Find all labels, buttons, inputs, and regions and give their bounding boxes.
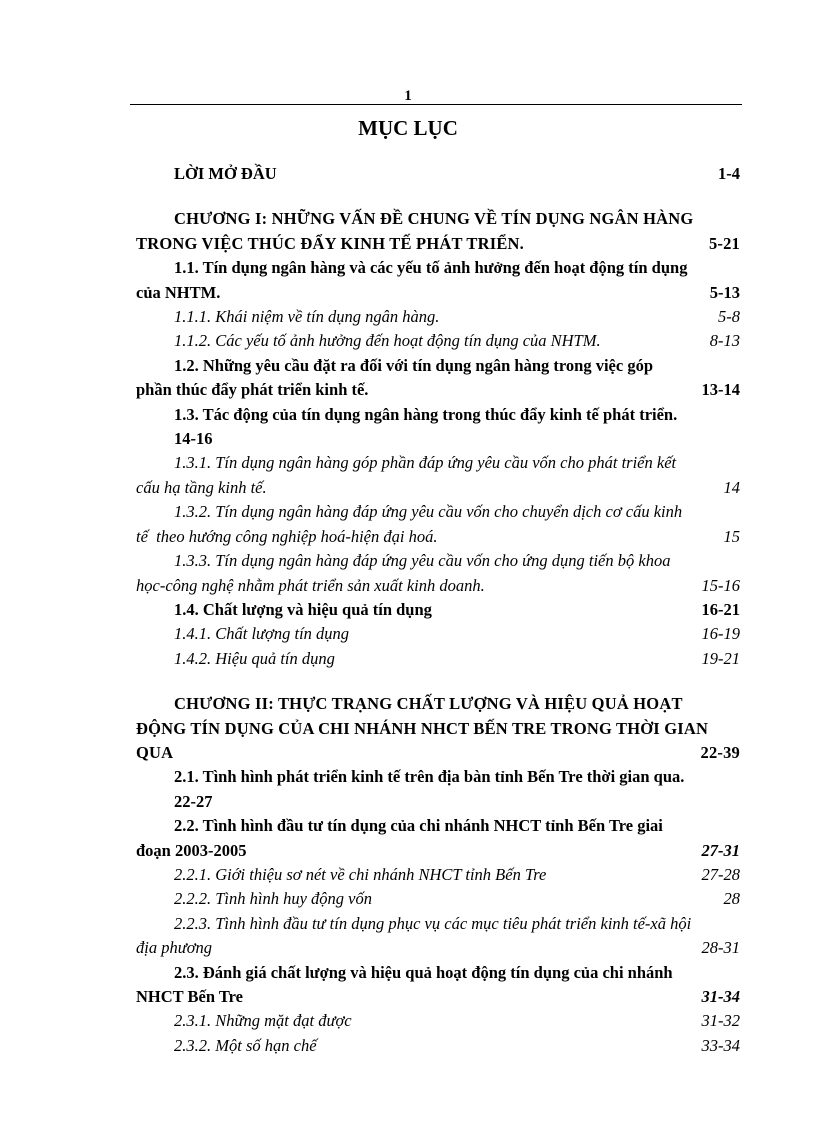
toc-entry-pages: 5-13 xyxy=(709,282,740,302)
toc-entry-pages: 13-14 xyxy=(701,380,740,400)
toc-entry-text: TRONG VIỆC THÚC ĐẨY KINH TẾ PHÁT TRIỂN. xyxy=(136,233,524,253)
toc-entry-pages: 28 xyxy=(723,889,740,909)
toc-subsection-1-4-1 xyxy=(136,622,740,646)
toc-entry-text: địa phương xyxy=(136,938,213,958)
toc-entry-pages: 31-34 xyxy=(701,987,740,1006)
toc-entry-text: 1.1.1. Khái niệm về tín dụng ngân hàng. xyxy=(174,307,440,327)
toc-entry-pages: 14-16 xyxy=(174,429,213,449)
toc-section-1-1 xyxy=(136,256,740,305)
toc-entry-pages: 8-13 xyxy=(709,331,740,351)
page-title: MỤC LỤC xyxy=(358,116,458,140)
toc-entry-pages: 14 xyxy=(723,477,740,497)
toc-entry-text: 2.2.3. Tình hình đầu tư tín dụng phục vụ các mục tiêu phát triển kinh tế-xã hội xyxy=(174,913,692,933)
toc-section-2-3 xyxy=(136,961,740,1010)
toc-entry-text: 1.4.2. Hiệu quả tín dụng xyxy=(174,648,335,668)
toc-entry-pages: 5-8 xyxy=(718,307,740,327)
toc-section-2-2 xyxy=(136,814,740,863)
toc-subsection-2-3-2 xyxy=(136,1034,740,1058)
toc-subsection-1-4-2 xyxy=(136,647,740,671)
toc-subsection-1-3-1 xyxy=(136,451,740,500)
toc-entry-text: tế theo hướng công nghiệp hoá-hiện đại hoá. xyxy=(136,526,438,546)
toc-entry-text: 1.3.1. Tín dụng ngân hàng góp phần đáp ứng yêu cầu vốn cho phát triển kết xyxy=(174,453,677,473)
toc-entry-pages: 31-32 xyxy=(701,1011,740,1031)
toc-subsection-1-3-2 xyxy=(136,500,740,549)
toc-line xyxy=(136,207,740,231)
toc-entry-pages: 5-21 xyxy=(708,233,740,253)
toc-entry-text: CHƯƠNG II: THỰC TRẠNG CHẤT LƯỢNG VÀ HIỆU QUẢ HOẠT xyxy=(174,694,683,714)
toc-section-1-2 xyxy=(136,354,740,403)
toc-entry-text: đoạn 2003-2005 xyxy=(136,840,247,860)
page-number: 1 xyxy=(404,88,412,104)
header-rule xyxy=(130,104,742,105)
toc-subsection-2-3-1 xyxy=(136,1009,740,1033)
toc-entry-text: 2.3. Đánh giá chất lượng và hiệu quả hoạt động tín dụng của chi nhánh xyxy=(174,962,673,982)
toc-entry-pages: 27-28 xyxy=(701,864,740,884)
toc-entry-pages: 22-27 xyxy=(174,791,213,811)
toc-entry-text: 1.3.2. Tín dụng ngân hàng đáp ứng yêu cầu vốn cho chuyển dịch cơ cấu kinh xyxy=(174,502,683,522)
toc-entry-text: 2.3.2. Một số hạn chế xyxy=(174,1035,317,1055)
toc-entry-text: 1.2. Những yêu cầu đặt ra đối với tín dụng ngân hàng trong việc góp xyxy=(174,355,653,375)
toc-entry-text: 2.2.1. Giới thiệu sơ nét về chi nhánh NHCT tỉnh Bến Tre xyxy=(174,864,547,884)
toc-chapter-1 xyxy=(136,207,740,256)
toc-entry-text: 1.3. Tác động của tín dụng ngân hàng trong thúc đẩy kinh tế phát triển. xyxy=(174,404,678,424)
toc-entry-text: của NHTM. xyxy=(136,282,221,302)
toc-entry-text: 1.3.3. Tín dụng ngân hàng đáp ứng yêu cầu vốn cho ứng dụng tiến bộ khoa xyxy=(174,551,671,571)
toc-entry-pages: 28-31 xyxy=(701,938,740,958)
toc-subsection-1-3-3 xyxy=(136,549,740,598)
table-of-contents xyxy=(136,162,740,1058)
toc-entry-text: ĐỘNG TÍN DỤNG CỦA CHI NHÁNH NHCT BẾN TRE TRONG THỜI GIAN xyxy=(136,718,709,738)
toc-subsection-1-1-1 xyxy=(136,305,740,329)
toc-entry-pages: 19-21 xyxy=(701,648,740,668)
toc-entry-pages: 1-4 xyxy=(718,164,740,183)
toc-entry-text: 2.1. Tình hình phát triển kinh tế trên địa bàn tỉnh Bến Tre thời gian qua. xyxy=(174,767,685,787)
toc-entry-text: 2.2. Tình hình đầu tư tín dụng của chi nhánh NHCT tỉnh Bến Tre giai xyxy=(174,816,663,836)
toc-entry-text: CHƯƠNG I: NHỮNG VẤN ĐỀ CHUNG VỀ TÍN DỤNG NGÂN HÀNG xyxy=(174,209,694,229)
toc-section-1-4 xyxy=(136,598,740,622)
toc-entry-text: cấu hạ tầng kinh tế. xyxy=(136,477,267,497)
toc-section-2-1 xyxy=(136,765,740,814)
toc-subsection-1-1-2 xyxy=(136,329,740,353)
toc-subsection-2-2-2 xyxy=(136,887,740,911)
toc-entry-text: LỜI MỞ ĐẦU xyxy=(174,164,277,183)
toc-entry-pages: 22-39 xyxy=(700,742,740,762)
toc-line xyxy=(136,232,740,256)
toc-section-1-3 xyxy=(136,403,740,452)
toc-entry-pages: 15 xyxy=(723,526,740,546)
toc-entry-text: 1.4. Chất lượng và hiệu quả tín dụng xyxy=(174,599,432,619)
toc-entry-pages: 16-19 xyxy=(701,624,740,644)
toc-entry-pages: 15-16 xyxy=(701,575,740,595)
toc-entry-intro xyxy=(136,162,740,186)
toc-entry-text: NHCT Bến Tre xyxy=(136,987,243,1006)
toc-entry-pages: 33-34 xyxy=(701,1035,740,1055)
toc-entry-pages: 27-31 xyxy=(701,840,740,860)
toc-entry-pages: 16-21 xyxy=(701,599,740,619)
toc-entry-text: phần thúc đẩy phát triển kinh tế. xyxy=(136,380,369,400)
toc-subsection-2-2-3 xyxy=(136,912,740,961)
toc-subsection-2-2-1 xyxy=(136,863,740,887)
toc-entry-text: 2.2.2. Tình hình huy động vốn xyxy=(174,889,372,909)
toc-entry-text: QUA xyxy=(136,742,174,762)
toc-entry-text: 1.4.1. Chất lượng tín dụng xyxy=(174,624,350,644)
toc-entry-text: 2.3.1. Những mặt đạt được xyxy=(174,1011,352,1031)
toc-entry-text: học-công nghệ nhằm phát triển sản xuất kinh doanh. xyxy=(136,575,485,595)
toc-chapter-2 xyxy=(136,692,740,765)
toc-entry-text: 1.1.2. Các yếu tố ảnh hưởng đến hoạt động tín dụng của NHTM. xyxy=(174,331,601,351)
toc-entry-text: 1.1. Tín dụng ngân hàng và các yếu tố ảnh hưởng đến hoạt động tín dụng xyxy=(174,258,688,278)
